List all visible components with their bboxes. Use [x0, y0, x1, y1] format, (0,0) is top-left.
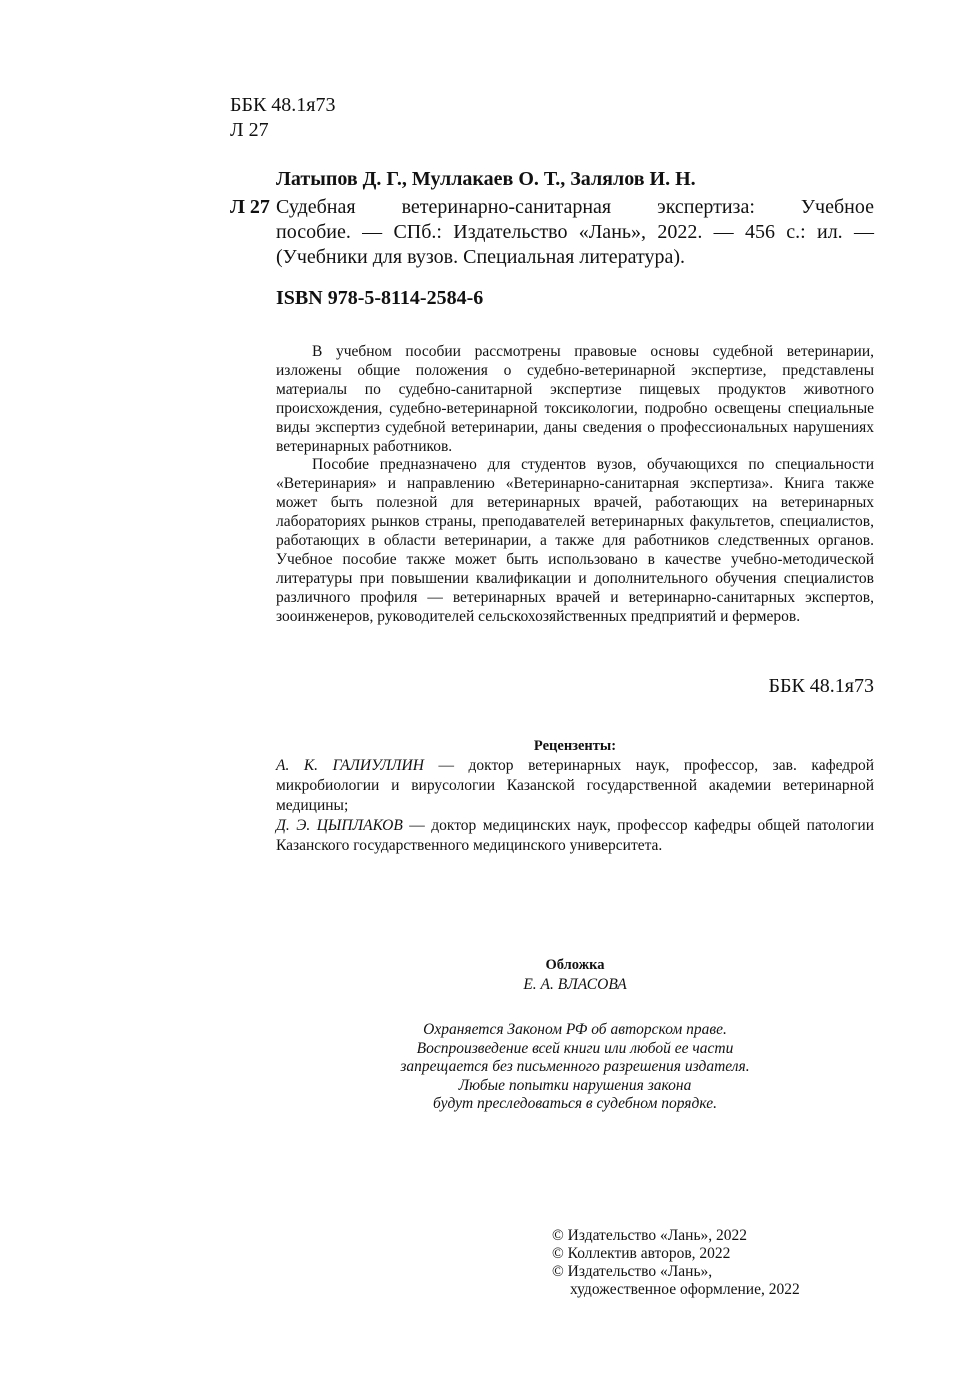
reviewer-2-text: — доктор медицинских наук, профессор кафедры общей патологии Казанского государственного медицинского университета.: [276, 817, 874, 854]
bibliographic-record: [230, 167, 874, 311]
reviewer-2-name: Д. Э. ЦЫПЛАКОВ: [276, 817, 403, 834]
cover-artist: Е. А. ВЛАСОВА: [523, 976, 627, 993]
reviewer-1-text: — доктор ветеринарных наук, профессор, зав. кафедрой микробиологии и вирусологии Казанской государственной академии ветеринарной медицины;: [276, 757, 874, 814]
copyright-line-4: художественное оформление, 2022: [570, 1281, 800, 1298]
cover-credit: [276, 956, 874, 994]
legal-line-3: запрещается без письменного разрешения издателя.: [400, 1058, 750, 1075]
cover-heading: Обложка: [545, 957, 605, 973]
legal-line-5: будут преследоваться в судебном порядке.: [433, 1095, 717, 1112]
author-mark: Л 27: [230, 119, 269, 141]
reviewer-2: [276, 816, 874, 856]
copyright-line-3: © Издательство «Лань»,: [552, 1263, 713, 1280]
copyright-notice: [276, 1021, 874, 1114]
legal-line-2: Воспроизведение всей книги или любой ее части: [416, 1039, 734, 1057]
legal-line-1: Охраняется Законом РФ об авторском праве.: [423, 1021, 727, 1038]
copyright-block: [552, 1227, 800, 1299]
title-line-1: Судебная ветеринарно-санитарная экспертиза: Учебное: [276, 196, 874, 218]
legal-line-4: Любые попытки нарушения закона: [458, 1076, 692, 1094]
copyright-line-2: © Коллектив авторов, 2022: [552, 1245, 731, 1262]
title-line-2: пособие. — СПб.: Издательство «Лань», 2022. — 456 с.: ил. —: [276, 221, 874, 243]
reviewer-1-name: А. К. ГАЛИУЛЛИН: [276, 757, 424, 774]
annotation: [276, 343, 874, 627]
reviewers-heading: Рецензенты:: [533, 738, 617, 754]
reviewer-1: [276, 756, 874, 816]
annotation-paragraph-1: В учебном пособии рассмотрены правовые основы судебной ветеринарии, изложены общие положения о судебно-ветеринарной экспертизе, представлены материалы по судебно-санитарной экспертизе пищевых продуктов животного происхождения, судебно-ветеринарной токсикологии, подробно освещены специальные виды экспертиз судебной ветеринарии, даны сведения о профессиональных нарушениях ветеринарных работников.: [276, 343, 874, 455]
catalog-mark: Л 27: [230, 196, 270, 218]
bbk-header: [230, 93, 336, 143]
annotation-paragraph-2: Пособие предназначено для студентов вузов, обучающихся по специальности «Ветеринария» и направлению «Ветеринарно-санитарная экспертиза». Книга также может быть полезной для ветеринарных врачей, работающих на ветеринарных лабораториях рынков страны, преподавателей ветеринарных факультетов, специалистов, работающих в области ветеринарии, а также для работников следственных органов. Учебное пособие также может быть использовано в качестве учебно-методической литературы при повышении квалификации и дополнительного обучения специалистов различного профиля — ветеринарных врачей и ветеринарно-санитарных экспертов, зооинженеров, руководителей сельскохозяйственных предприятий и фермеров.: [276, 456, 874, 625]
isbn: ISBN 978-5-8114-2584-6: [276, 287, 484, 309]
annotation-bbk: ББК 48.1я73: [768, 675, 874, 697]
reviewers: [276, 736, 874, 856]
authors-line: Латыпов Д. Г., Муллакаев О. Т., Залялов И. Н.: [276, 168, 696, 190]
title-line-3: (Учебники для вузов. Специальная литература).: [276, 246, 686, 268]
copyright-line-1: © Издательство «Лань», 2022: [552, 1227, 748, 1244]
bbk-code: ББК 48.1я73: [230, 94, 336, 116]
